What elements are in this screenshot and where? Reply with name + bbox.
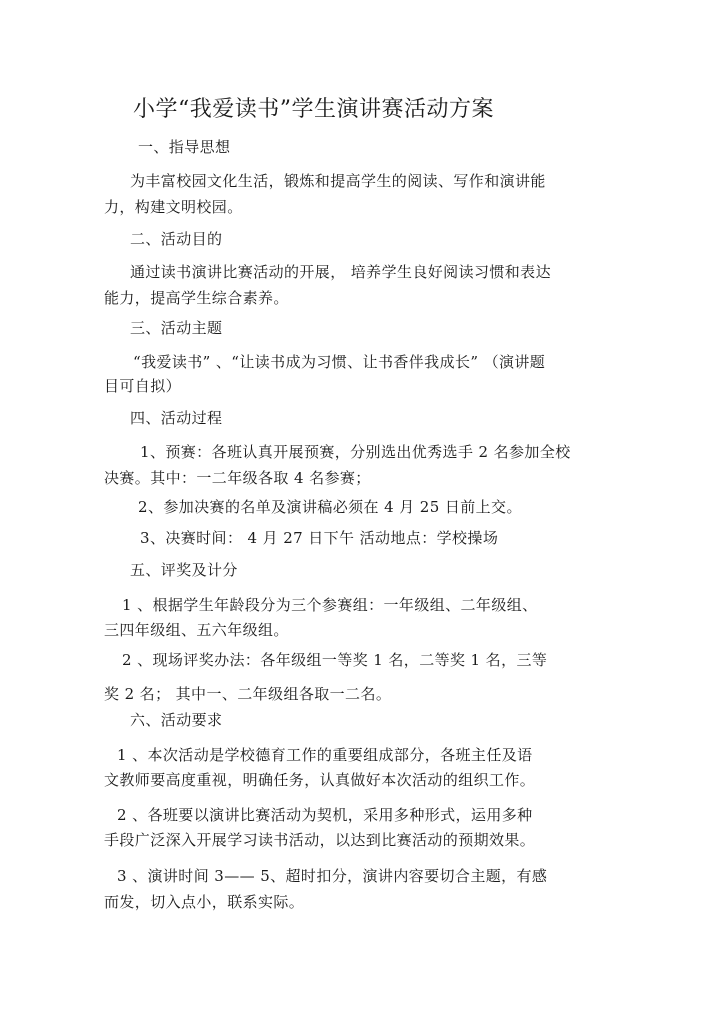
paragraph-line: 3 、演讲时间 3—— 5、超时扣分，演讲内容要切合主题，有感 (117, 867, 548, 885)
paragraph-line: 3、决赛时间： 4 月 27 日下午 活动地点：学校操场 (140, 529, 499, 547)
paragraph-line: 文教师要高度重视，明确任务，认真做好本次活动的组织工作。 (104, 771, 536, 789)
paragraph-line: 力，构建文明校园。 (104, 198, 243, 216)
document-title: 小学“我爱读书”学生演讲赛活动方案 (133, 97, 494, 122)
paragraph-line: 1 、根据学生年龄段分为三个参赛组：一年级组、二年级组、 (122, 596, 538, 614)
paragraph-line: 决赛。其中：一二年级各取 4 名参赛； (104, 469, 371, 487)
paragraph-line: 1 、本次活动是学校德育工作的重要组成部分，各班主任及语 (117, 746, 533, 764)
paragraph-line: 1、预赛：各班认真开展预赛，分别选出优秀选手 2 名参加全校 (140, 443, 571, 461)
section-heading-3: 三、活动主题 (130, 319, 223, 337)
section-heading-5: 五、评奖及计分 (130, 561, 238, 579)
paragraph-line: 2 、现场评奖办法：各年级组一等奖 1 名，二等奖 1 名，三等 (122, 651, 548, 669)
paragraph-line: 手段广泛深入开展学习读书活动，以达到比赛活动的预期效果。 (104, 831, 536, 849)
paragraph-line: 目可自拟） (104, 377, 182, 395)
paragraph-line: 2 、各班要以演讲比赛活动为契机，采用多种形式，运用多种 (117, 806, 533, 824)
paragraph-line: 三四年级组、五六年级组。 (104, 621, 289, 639)
paragraph-line: 为丰富校园文化生活，锻炼和提高学生的阅读、写作和演讲能 (130, 172, 546, 190)
section-heading-6: 六、活动要求 (130, 711, 223, 729)
section-heading-4: 四、活动过程 (130, 409, 223, 427)
paragraph-line: 奖 2 名； 其中一、二年级组各取一二名。 (104, 685, 392, 703)
paragraph-line: 2、参加决赛的名单及演讲稿必须在 4 月 25 日前上交。 (138, 498, 522, 516)
section-heading-2: 二、活动目的 (130, 230, 223, 248)
paragraph-line: 能力，提高学生综合素养。 (104, 289, 289, 307)
paragraph-line: 通过读书演讲比赛活动的开展， 培养学生良好阅读习惯和表达 (130, 263, 551, 281)
paragraph-line: 而发，切入点小，联系实际。 (104, 893, 305, 911)
paragraph-line: “我爱读书” 、“让读书成为习惯、让书香伴我成长” （演讲题 (133, 353, 546, 371)
section-heading-1: 一、指导思想 (138, 138, 231, 156)
